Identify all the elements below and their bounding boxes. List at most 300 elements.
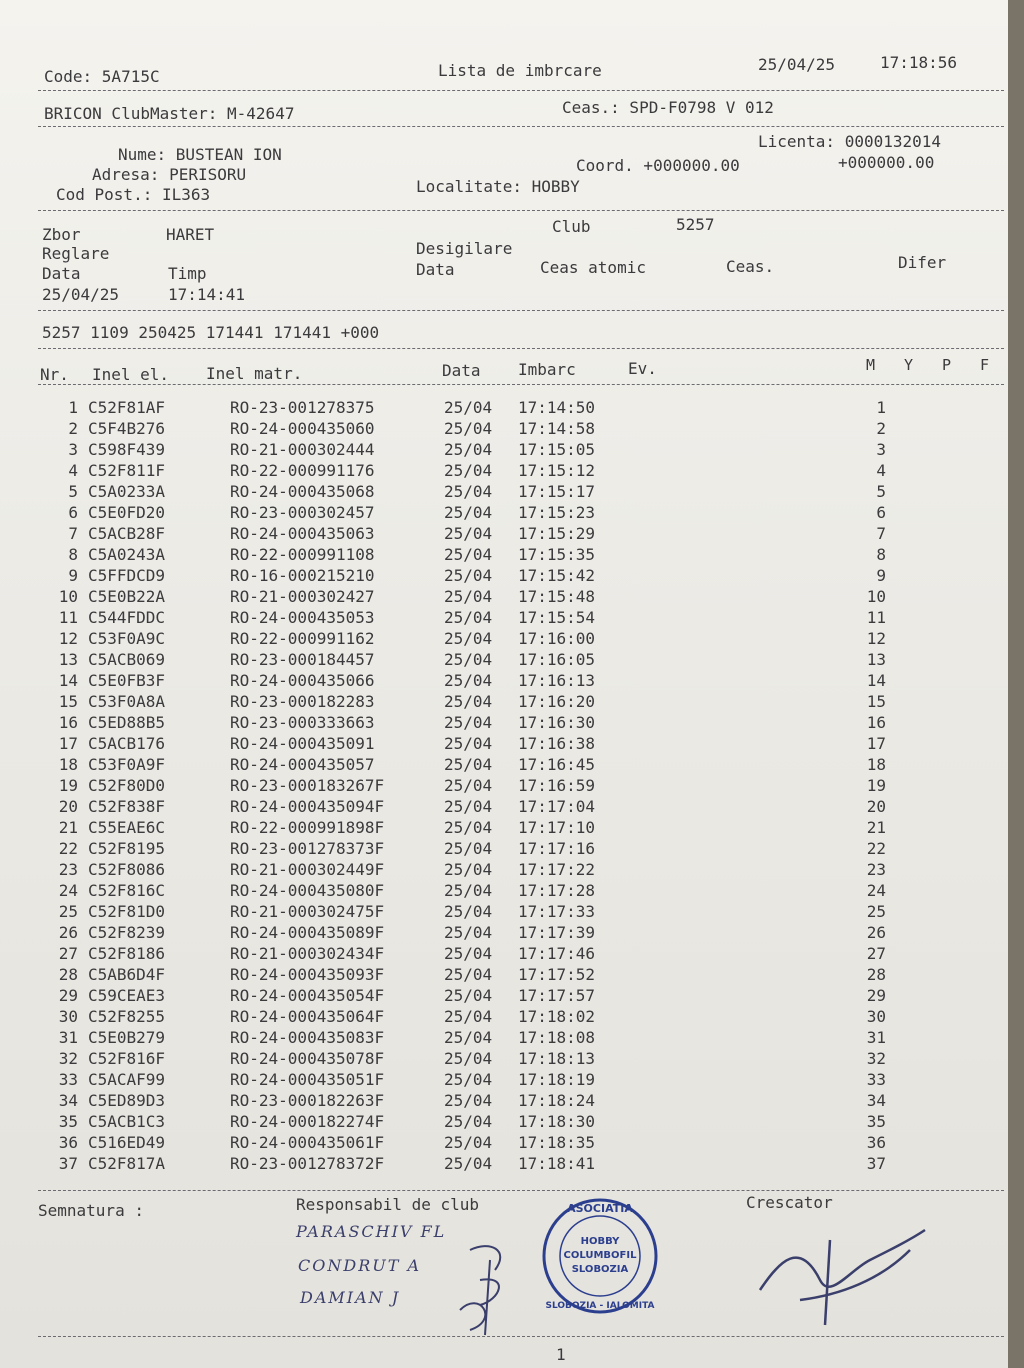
row-m-value: 25: [866, 902, 886, 921]
row-m-value: 9: [876, 566, 886, 585]
row-m-value: 23: [866, 860, 886, 879]
row-date: 25/04: [444, 419, 493, 438]
row-m-value: 19: [866, 776, 886, 795]
electronic-ring: C52F81AF: [88, 398, 166, 417]
row-date: 25/04: [444, 398, 493, 417]
row-number: 6: [68, 503, 78, 522]
ring-serial: RO-23-000333663: [230, 713, 375, 732]
code-label: Code: 5A715C: [44, 67, 160, 86]
basketing-time: 17:14:58: [518, 419, 596, 438]
row-m-value: 18: [866, 755, 886, 774]
basketing-time: 17:16:45: [518, 755, 596, 774]
row-date: 25/04: [444, 692, 493, 711]
basketing-time: 17:15:17: [518, 482, 596, 501]
breeder-signature: [740, 1220, 940, 1330]
table-row: [0, 1133, 1008, 1154]
row-m-value: 5: [876, 482, 886, 501]
row-date: 25/04: [444, 1049, 493, 1068]
electronic-ring: C5ED89D3: [88, 1091, 166, 1110]
ring-serial: RO-24-000435066: [230, 671, 375, 690]
basketing-time: 17:18:08: [518, 1028, 596, 1047]
row-number: 3: [68, 440, 78, 459]
table-row: [0, 944, 1008, 965]
row-date: 25/04: [444, 1007, 493, 1026]
table-row: [0, 629, 1008, 650]
ring-serial: RO-24-000435068: [230, 482, 375, 501]
electronic-ring: C598F439: [88, 440, 166, 459]
row-m-value: 33: [866, 1070, 886, 1089]
row-m-value: 16: [866, 713, 886, 732]
row-date: 25/04: [444, 566, 493, 585]
row-number: 35: [58, 1112, 78, 1131]
document-title: Lista de imbrcare: [438, 61, 602, 80]
row-date: 25/04: [444, 776, 493, 795]
table-row: [0, 524, 1008, 545]
row-m-value: 17: [866, 734, 886, 753]
row-date: 25/04: [444, 734, 493, 753]
row-m-value: 26: [866, 923, 886, 942]
col-p: P: [942, 356, 952, 374]
ring-serial: RO-21-000302444: [230, 440, 375, 459]
row-number: 28: [58, 965, 78, 984]
basketing-table: [0, 398, 1008, 1175]
reglare-label: Reglare: [42, 244, 110, 263]
coordinates-second: +000000.00: [838, 153, 935, 172]
handwritten-name-1: PARASCHIV FL: [296, 1222, 447, 1241]
table-row: [0, 1112, 1008, 1133]
row-date: 25/04: [444, 461, 493, 480]
ring-serial: RO-22-000991898F: [230, 818, 385, 837]
row-number: 24: [58, 881, 78, 900]
row-number: 12: [58, 629, 78, 648]
row-date: 25/04: [444, 944, 493, 963]
row-m-value: 21: [866, 818, 886, 837]
row-number: 29: [58, 986, 78, 1005]
divider: [38, 126, 1004, 127]
basketing-time: 17:18:24: [518, 1091, 596, 1110]
handwritten-signatures: [440, 1230, 530, 1340]
desigilare-label: Desigilare: [416, 239, 513, 258]
row-number: 10: [58, 587, 78, 606]
row-m-value: 30: [866, 1007, 886, 1026]
row-m-value: 24: [866, 881, 886, 900]
table-row: [0, 902, 1008, 923]
electronic-ring: C5ACB28F: [88, 524, 166, 543]
ring-serial: RO-24-000435064F: [230, 1007, 385, 1026]
data-label: Data: [42, 264, 81, 283]
basketing-time: 17:15:05: [518, 440, 596, 459]
row-date: 25/04: [444, 650, 493, 669]
row-number: 14: [58, 671, 78, 690]
row-date: 25/04: [444, 860, 493, 879]
ring-serial: RO-22-000991176: [230, 461, 375, 480]
row-number: 8: [68, 545, 78, 564]
table-row: [0, 419, 1008, 440]
basketing-time: 17:17:04: [518, 797, 596, 816]
ring-serial: RO-21-000302475F: [230, 902, 385, 921]
ring-serial: RO-24-000182274F: [230, 1112, 385, 1131]
row-m-value: 36: [866, 1133, 886, 1152]
row-date: 25/04: [444, 713, 493, 732]
ring-serial: RO-24-000435094F: [230, 797, 385, 816]
electronic-ring: C52F8086: [88, 860, 166, 879]
electronic-ring: C53F0A8A: [88, 692, 166, 711]
ring-serial: RO-24-000435093F: [230, 965, 385, 984]
club-responsible-label: Responsabil de club: [296, 1195, 480, 1214]
electronic-ring: C5AB6D4F: [88, 965, 166, 984]
table-row: [0, 1007, 1008, 1028]
data-label-2: Data: [416, 260, 455, 279]
ring-serial: RO-22-000991162: [230, 629, 375, 648]
basketing-time: 17:15:48: [518, 587, 596, 606]
row-number: 27: [58, 944, 78, 963]
row-number: 34: [58, 1091, 78, 1110]
electronic-ring: C5E0B279: [88, 1028, 166, 1047]
basketing-time: 17:16:13: [518, 671, 596, 690]
ring-serial: RO-23-000302457: [230, 503, 375, 522]
row-number: 23: [58, 860, 78, 879]
electronic-ring: C53F0A9C: [88, 629, 166, 648]
basketing-time: 17:16:05: [518, 650, 596, 669]
divider: [38, 1190, 1004, 1191]
ring-serial: RO-21-000302427: [230, 587, 375, 606]
row-m-value: 32: [866, 1049, 886, 1068]
electronic-ring: C5FFDCD9: [88, 566, 166, 585]
row-number: 25: [58, 902, 78, 921]
row-number: 16: [58, 713, 78, 732]
electronic-ring: C5A0233A: [88, 482, 166, 501]
row-m-value: 7: [876, 524, 886, 543]
basketing-time: 17:17:22: [518, 860, 596, 879]
basketing-time: 17:17:52: [518, 965, 596, 984]
divider: [38, 210, 1004, 211]
basketing-time: 17:18:35: [518, 1133, 596, 1152]
col-ev: Ev.: [628, 359, 657, 378]
electronic-ring: C5F4B276: [88, 419, 166, 438]
row-date: 25/04: [444, 545, 493, 564]
row-number: 13: [58, 650, 78, 669]
owner-name: Nume: BUSTEAN ION: [118, 145, 282, 164]
row-date: 25/04: [444, 671, 493, 690]
table-row: [0, 818, 1008, 839]
sync-code-line: 5257 1109 250425 171441 171441 +000: [42, 323, 380, 342]
table-row: [0, 503, 1008, 524]
row-m-value: 31: [866, 1028, 886, 1047]
print-time: 17:18:56: [880, 53, 958, 72]
basketing-time: 17:15:42: [518, 566, 596, 585]
row-number: 19: [58, 776, 78, 795]
row-m-value: 6: [876, 503, 886, 522]
electronic-ring: C59CEAE3: [88, 986, 166, 1005]
ring-serial: RO-24-000435089F: [230, 923, 385, 942]
basketing-time: 17:18:02: [518, 1007, 596, 1026]
row-number: 30: [58, 1007, 78, 1026]
row-number: 18: [58, 755, 78, 774]
basketing-time: 17:17:28: [518, 881, 596, 900]
row-date: 25/04: [444, 587, 493, 606]
electronic-ring: C52F8255: [88, 1007, 166, 1026]
electronic-ring: C5ED88B5: [88, 713, 166, 732]
row-date: 25/04: [444, 923, 493, 942]
row-number: 33: [58, 1070, 78, 1089]
row-m-value: 13: [866, 650, 886, 669]
electronic-ring: C52F817A: [88, 1154, 166, 1173]
table-row: [0, 1070, 1008, 1091]
row-number: 22: [58, 839, 78, 858]
row-number: 21: [58, 818, 78, 837]
ring-serial: RO-24-000435057: [230, 755, 375, 774]
table-row: [0, 566, 1008, 587]
basketing-time: 17:16:59: [518, 776, 596, 795]
electronic-ring: C5ACB1C3: [88, 1112, 166, 1131]
divider: [38, 384, 1004, 385]
table-row: [0, 776, 1008, 797]
electronic-ring: C5ACB176: [88, 734, 166, 753]
basketing-time: 17:15:29: [518, 524, 596, 543]
coordinates: Coord. +000000.00: [576, 156, 740, 175]
row-date: 25/04: [444, 629, 493, 648]
table-row: [0, 713, 1008, 734]
row-m-value: 37: [866, 1154, 886, 1173]
row-m-value: 35: [866, 1112, 886, 1131]
row-number: 15: [58, 692, 78, 711]
row-date: 25/04: [444, 986, 493, 1005]
print-date: 25/04/25: [758, 55, 836, 74]
row-number: 36: [58, 1133, 78, 1152]
row-date: 25/04: [444, 755, 493, 774]
row-m-value: 28: [866, 965, 886, 984]
electronic-ring: C5A0243A: [88, 545, 166, 564]
row-number: 11: [58, 608, 78, 627]
row-number: 2: [68, 419, 78, 438]
row-number: 32: [58, 1049, 78, 1068]
col-m: M: [866, 356, 876, 374]
row-date: 25/04: [444, 1091, 493, 1110]
reglare-time: 17:14:41: [168, 285, 246, 304]
ring-serial: RO-24-000435091: [230, 734, 375, 753]
electronic-ring: C516ED49: [88, 1133, 166, 1152]
row-date: 25/04: [444, 440, 493, 459]
row-date: 25/04: [444, 1112, 493, 1131]
electronic-ring: C52F816C: [88, 881, 166, 900]
basketing-time: 17:15:23: [518, 503, 596, 522]
ring-serial: RO-23-000182263F: [230, 1091, 385, 1110]
reglare-date: 25/04/25: [42, 285, 120, 304]
col-data: Data: [442, 361, 481, 380]
table-row: [0, 1028, 1008, 1049]
ring-serial: RO-21-000302449F: [230, 860, 385, 879]
ring-serial: RO-24-000435060: [230, 419, 375, 438]
row-m-value: 8: [876, 545, 886, 564]
row-date: 25/04: [444, 902, 493, 921]
basketing-time: 17:18:41: [518, 1154, 596, 1173]
divider: [38, 310, 1004, 311]
row-m-value: 2: [876, 419, 886, 438]
device-label: BRICON ClubMaster: M-42647: [44, 104, 295, 123]
table-row: [0, 440, 1008, 461]
col-y: Y: [904, 356, 914, 374]
electronic-ring: C52F8239: [88, 923, 166, 942]
owner-address: Adresa: PERISORU: [92, 165, 247, 184]
basketing-time: 17:15:35: [518, 545, 596, 564]
atomic-clock-label: Ceas atomic: [540, 258, 646, 277]
ring-serial: RO-22-000991108: [230, 545, 375, 564]
ring-serial: RO-24-000435061F: [230, 1133, 385, 1152]
signature-label: Semnatura :: [38, 1201, 144, 1220]
row-m-value: 4: [876, 461, 886, 480]
ring-serial: RO-24-000435083F: [230, 1028, 385, 1047]
ring-serial: RO-23-000182283: [230, 692, 375, 711]
stamp-top-text: ASOCIATIA: [567, 1202, 633, 1215]
basketing-time: 17:16:38: [518, 734, 596, 753]
row-m-value: 34: [866, 1091, 886, 1110]
electronic-ring: C55EAE6C: [88, 818, 166, 837]
row-number: 1: [68, 398, 78, 417]
table-row: [0, 1091, 1008, 1112]
clock-label: Ceas.: [726, 257, 775, 276]
electronic-ring: C5E0FD20: [88, 503, 166, 522]
ring-serial: RO-16-000215210: [230, 566, 375, 585]
table-row: [0, 797, 1008, 818]
table-row: [0, 587, 1008, 608]
electronic-ring: C52F81D0: [88, 902, 166, 921]
basketing-time: 17:17:33: [518, 902, 596, 921]
locality: Localitate: HOBBY: [416, 177, 580, 196]
electronic-ring: C52F838F: [88, 797, 166, 816]
row-number: 20: [58, 797, 78, 816]
row-m-value: 10: [866, 587, 886, 606]
row-date: 25/04: [444, 839, 493, 858]
timp-label: Timp: [168, 264, 207, 283]
row-date: 25/04: [444, 1154, 493, 1173]
electronic-ring: C52F816F: [88, 1049, 166, 1068]
basketing-time: 17:17:16: [518, 839, 596, 858]
row-date: 25/04: [444, 1028, 493, 1047]
row-number: 31: [58, 1028, 78, 1047]
row-m-value: 14: [866, 671, 886, 690]
page-number: 1: [556, 1345, 566, 1364]
electronic-ring: C5ACB069: [88, 650, 166, 669]
electronic-ring: C52F8186: [88, 944, 166, 963]
row-m-value: 22: [866, 839, 886, 858]
table-row: [0, 398, 1008, 419]
basketing-time: 17:16:20: [518, 692, 596, 711]
row-m-value: 12: [866, 629, 886, 648]
row-number: 5: [68, 482, 78, 501]
basketing-time: 17:18:13: [518, 1049, 596, 1068]
row-number: 26: [58, 923, 78, 942]
licence-number: Licenta: 0000132014: [758, 132, 942, 151]
table-row: [0, 545, 1008, 566]
table-row: [0, 734, 1008, 755]
basketing-time: 17:15:12: [518, 461, 596, 480]
table-row: [0, 881, 1008, 902]
table-row: [0, 650, 1008, 671]
row-number: 4: [68, 461, 78, 480]
row-date: 25/04: [444, 524, 493, 543]
table-row: [0, 608, 1008, 629]
row-date: 25/04: [444, 881, 493, 900]
ring-serial: RO-23-001278372F: [230, 1154, 385, 1173]
table-row: [0, 755, 1008, 776]
row-number: 17: [58, 734, 78, 753]
table-row: [0, 986, 1008, 1007]
electronic-ring: C53F0A9F: [88, 755, 166, 774]
row-m-value: 27: [866, 944, 886, 963]
divider: [38, 1336, 1004, 1337]
row-date: 25/04: [444, 482, 493, 501]
flight-name: HARET: [166, 225, 215, 244]
row-date: 25/04: [444, 1133, 493, 1152]
col-nr: Nr.: [40, 365, 69, 384]
row-number: 37: [58, 1154, 78, 1173]
basketing-time: 17:17:57: [518, 986, 596, 1005]
table-row: [0, 1154, 1008, 1175]
breeder-label: Crescator: [746, 1193, 833, 1212]
table-row: [0, 461, 1008, 482]
ring-serial: RO-24-000435051F: [230, 1070, 385, 1089]
table-row: [0, 692, 1008, 713]
ring-serial: RO-23-001278375: [230, 398, 375, 417]
table-row: [0, 671, 1008, 692]
row-date: 25/04: [444, 818, 493, 837]
basketing-time: 17:14:50: [518, 398, 596, 417]
table-row: [0, 923, 1008, 944]
difference-label: Difer: [898, 253, 947, 272]
table-row: [0, 965, 1008, 986]
flight-label: Zbor: [42, 225, 81, 244]
table-row: [0, 1049, 1008, 1070]
row-m-value: 1: [876, 398, 886, 417]
postal-code: Cod Post.: IL363: [56, 185, 211, 204]
clock-id: Ceas.: SPD-F0798 V 012: [562, 98, 774, 117]
handwritten-name-3: DAMIAN J: [300, 1288, 401, 1307]
basketing-time: 17:17:10: [518, 818, 596, 837]
col-imbarc: Imbarc: [518, 360, 576, 379]
stamp-line-1: HOBBY: [580, 1236, 620, 1247]
ring-serial: RO-23-001278373F: [230, 839, 385, 858]
electronic-ring: C5E0FB3F: [88, 671, 166, 690]
basketing-time: 17:15:54: [518, 608, 596, 627]
stamp-bottom-text: SLOBOZIA - IALOMITA: [545, 1301, 655, 1311]
row-number: 7: [68, 524, 78, 543]
stamp-line-2: COLUMBOFIL: [563, 1250, 637, 1261]
basketing-time: 17:18:30: [518, 1112, 596, 1131]
basketing-time: 17:18:19: [518, 1070, 596, 1089]
club-stamp: [540, 1196, 660, 1316]
table-row: [0, 482, 1008, 503]
electronic-ring: C5ACAF99: [88, 1070, 166, 1089]
club-label: Club: [552, 217, 591, 236]
divider: [38, 90, 1004, 91]
ring-serial: RO-24-000435078F: [230, 1049, 385, 1068]
electronic-ring: C52F8195: [88, 839, 166, 858]
basketing-time: 17:16:00: [518, 629, 596, 648]
row-date: 25/04: [444, 503, 493, 522]
row-m-value: 20: [866, 797, 886, 816]
col-inel-matr: Inel matr.: [206, 364, 303, 383]
row-date: 25/04: [444, 797, 493, 816]
col-inel-el: Inel el.: [92, 365, 170, 384]
basketing-time: 17:17:39: [518, 923, 596, 942]
electronic-ring: C5E0B22A: [88, 587, 166, 606]
basketing-time: 17:17:46: [518, 944, 596, 963]
basketing-time: 17:16:30: [518, 713, 596, 732]
col-f: F: [980, 356, 990, 374]
divider: [38, 348, 1004, 349]
row-m-value: 11: [866, 608, 886, 627]
electronic-ring: C52F80D0: [88, 776, 166, 795]
